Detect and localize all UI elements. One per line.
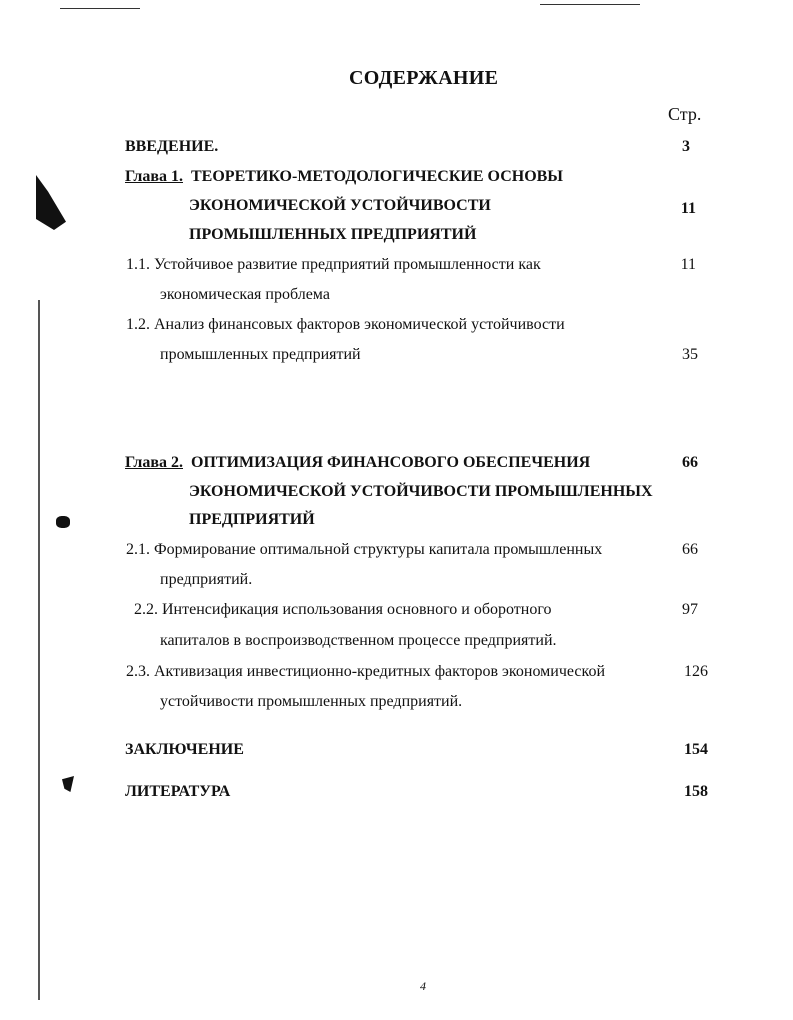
scan-artifact-blotch bbox=[36, 175, 66, 230]
toc-page-section-1-2: 35 bbox=[682, 346, 698, 363]
page-column-label: Стр. bbox=[668, 104, 702, 124]
toc-page-section-2-2: 97 bbox=[682, 601, 698, 618]
page-number: 4 bbox=[420, 979, 426, 993]
toc-page-section-2-1: 66 bbox=[682, 541, 698, 558]
toc-section-1-1-line2: экономическая проблема bbox=[160, 286, 330, 303]
toc-section-2-2-line1: 2.2. Интенсификация использования основного и оборотного bbox=[134, 601, 552, 618]
toc-chapter1-prefix: Глава 1. bbox=[125, 168, 183, 185]
scan-artifact-top-line bbox=[540, 4, 640, 5]
toc-chapter2-title-line1: ОПТИМИЗАЦИЯ ФИНАНСОВОГО ОБЕСПЕЧЕНИЯ bbox=[191, 454, 591, 471]
toc-page-literature: 158 bbox=[684, 783, 708, 800]
toc-page-conclusion: 154 bbox=[684, 741, 708, 758]
toc-section-2-1-line2: предприятий. bbox=[160, 571, 253, 588]
scan-artifact-top-line bbox=[60, 8, 140, 9]
page-title: СОДЕРЖАНИЕ bbox=[349, 67, 499, 89]
toc-section-2-3-line1: 2.3. Активизация инвестиционно-кредитных факторов экономической bbox=[126, 663, 605, 680]
toc-section-2-3-line2: устойчивости промышленных предприятий. bbox=[160, 693, 463, 710]
toc-entry-literature: ЛИТЕРАТУРА bbox=[125, 783, 231, 800]
toc-page-intro: 3 bbox=[682, 138, 690, 155]
toc-section-1-2-line1: 1.2. Анализ финансовых факторов экономической устойчивости bbox=[126, 316, 565, 333]
toc-page-chapter2: 66 bbox=[682, 454, 698, 471]
toc-section-1-1-line1: 1.1. Устойчивое развитие предприятий промышленности как bbox=[126, 256, 541, 273]
toc-chapter1-title-line1: ТЕОРЕТИКО-МЕТОДОЛОГИЧЕСКИЕ ОСНОВЫ bbox=[191, 168, 564, 185]
toc-chapter1-title-line2: ЭКОНОМИЧЕСКОЙ УСТОЙЧИВОСТИ bbox=[189, 197, 491, 214]
toc-page-section-2-3: 126 bbox=[684, 663, 708, 680]
toc-page-chapter1: 11 bbox=[680, 200, 696, 217]
toc-entry-intro: ВВЕДЕНИЕ. bbox=[125, 138, 219, 155]
toc-chapter2-prefix: Глава 2. bbox=[125, 454, 183, 471]
toc-chapter1-title-line3: ПРОМЫШЛЕННЫХ ПРЕДПРИЯТИЙ bbox=[189, 226, 477, 243]
toc-chapter2-title-line3: ПРЕДПРИЯТИЙ bbox=[189, 511, 315, 528]
toc-section-2-1-line1: 2.1. Формирование оптимальной структуры капитала промышленных bbox=[126, 541, 603, 558]
scan-artifact-blotch bbox=[62, 776, 74, 792]
toc-entry-conclusion: ЗАКЛЮЧЕНИЕ bbox=[125, 741, 244, 758]
toc-section-1-2-line2: промышленных предприятий bbox=[160, 346, 361, 363]
toc-section-2-2-line2: капиталов в воспроизводственном процессе предприятий. bbox=[160, 632, 557, 649]
scan-artifact-left-edge bbox=[38, 300, 40, 1000]
toc-chapter2-title-line2: ЭКОНОМИЧЕСКОЙ УСТОЙЧИВОСТИ ПРОМЫШЛЕННЫХ bbox=[189, 483, 653, 500]
scan-artifact-blotch bbox=[56, 516, 70, 528]
toc-page-section-1-1: 11 bbox=[680, 256, 696, 273]
